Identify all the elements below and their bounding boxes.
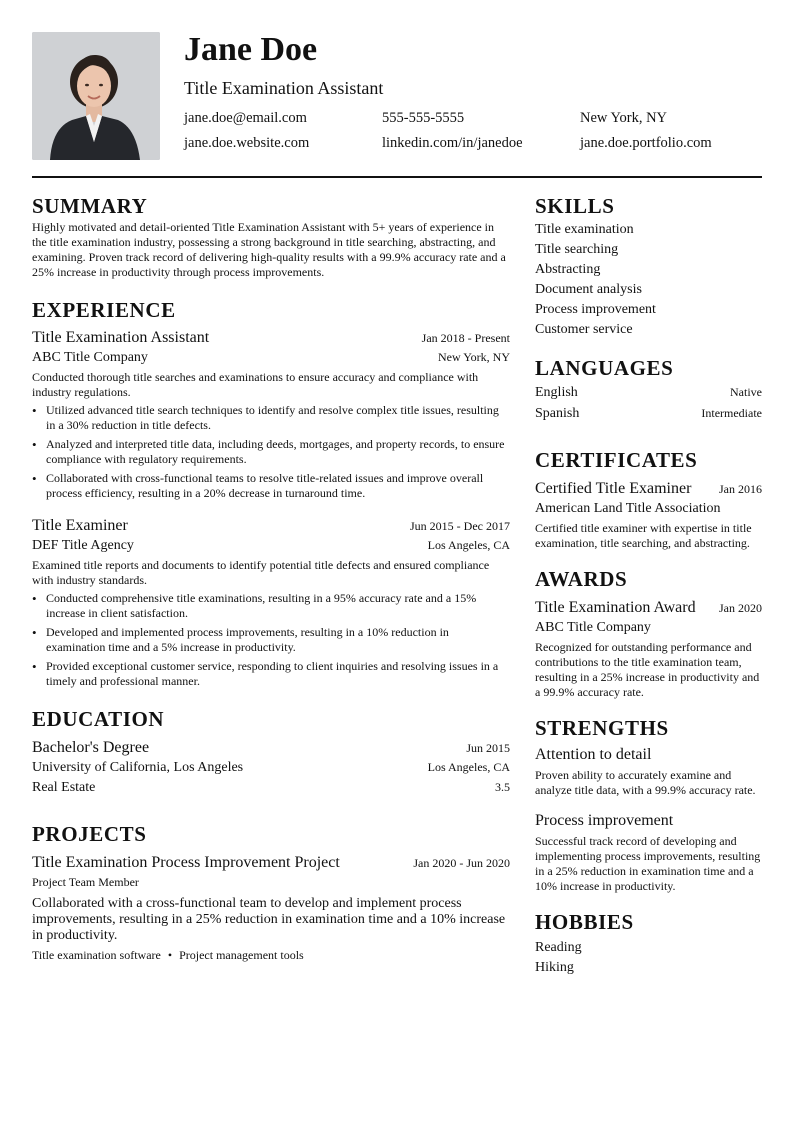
hobby-item: Hiking <box>535 960 574 975</box>
projects-section <box>32 820 510 963</box>
right-column <box>535 192 762 992</box>
skill-item: Title examination <box>535 222 634 237</box>
section-heading: SKILLS <box>535 194 615 218</box>
award-description: Recognized for outstanding performance and contributions to the title examination team, resulting in a 25% increase in productivity and a 99.9% accuracy rate. <box>535 640 760 699</box>
hobbies-section <box>535 908 762 978</box>
skill-item: Process improvement <box>535 302 656 317</box>
job-bullet: • Conducted comprehensive title examinations, resulting in a 95% accuracy rate and a 15% increase in client satisfaction. <box>32 591 510 621</box>
section-heading: EDUCATION <box>32 707 165 731</box>
skill-item: Document analysis <box>535 282 642 297</box>
contact-email[interactable]: jane.doe@email.com <box>184 110 307 126</box>
avatar-portrait-icon <box>32 32 160 160</box>
section-heading: LANGUAGES <box>535 356 674 380</box>
strength-description: Successful track record of developing and implementing process improvements, resulting in a 25% reduction in examination time and a 10% increase in productivity. <box>535 834 761 893</box>
job-role: Title Examiner <box>32 517 128 534</box>
awards-section <box>535 565 762 700</box>
job-entry <box>32 515 510 689</box>
section-heading: PROJECTS <box>32 822 147 846</box>
tool-separator: • <box>167 948 173 962</box>
contact-website[interactable]: jane.doe.website.com <box>184 135 310 151</box>
job-role: Title Examination Assistant <box>32 329 210 346</box>
section-heading: SUMMARY <box>32 194 148 218</box>
project-name: Title Examination Process Improvement Project <box>32 854 340 871</box>
profile-photo <box>32 32 160 160</box>
job-bullet: • Utilized advanced title search techniques to identify and resolve complex title issues, resulting in a 30% reduction in title defects. <box>32 403 510 433</box>
job-description: Conducted thorough title searches and examinations to ensure accuracy and compliance with industry regulations. <box>32 370 479 399</box>
project-tools <box>32 948 510 963</box>
skills-section <box>535 192 762 340</box>
award-issuer: ABC Title Company <box>535 620 651 635</box>
job-location: New York, NY <box>437 350 510 364</box>
project-tool: Project management tools <box>179 948 304 962</box>
certificate-issuer: American Land Title Association <box>535 501 721 516</box>
candidate-title: Title Examination Assistant <box>184 78 384 98</box>
strength-description: Proven ability to accurately examine and analyze title data, with a 99.9% accuracy rate. <box>535 768 756 797</box>
certificate-description: Certified title examiner with expertise in title examination, title searching, and abstracting. <box>535 521 752 550</box>
section-heading: HOBBIES <box>535 910 634 934</box>
summary-section <box>32 192 510 280</box>
experience-section <box>32 296 510 689</box>
job-entry <box>32 327 510 501</box>
education-location: Los Angeles, CA <box>427 760 510 774</box>
education-field: Real Estate <box>32 780 96 795</box>
project-tool: Title examination software <box>32 948 161 962</box>
contact-portfolio[interactable]: jane.doe.portfolio.com <box>580 135 712 151</box>
job-description: Examined title reports and documents to identify potential title defects and ensured compliance with industry standards. <box>32 558 490 587</box>
language-name: English <box>535 385 578 400</box>
project-description: Collaborated with a cross-functional team to develop and implement process improvements, resulting in a 25% reduction in examination time and a 10% increase in productivity. <box>32 896 506 943</box>
section-heading: AWARDS <box>535 567 628 591</box>
language-name: Spanish <box>535 406 580 421</box>
contact-location: New York, NY <box>580 110 668 126</box>
job-bullet: • Provided exceptional customer service, responding to client inquiries and resolving issues in a timely and professional manner. <box>32 659 510 689</box>
candidate-name: Jane Doe <box>184 31 318 68</box>
summary-text: Highly motivated and detail-oriented Title Examination Assistant with 5+ years of experience in the title examination industry, possessing a strong background in title searching, abstracting, and examining. Proven track record of delivering high-quality results with a 99.9% accuracy rate and a 25% increase in productivity through process improvements. <box>32 220 506 279</box>
job-bullets <box>32 591 510 689</box>
job-bullet: • Developed and implemented process improvements, resulting in a 10% reduction in examination time and a 5% increase in productivity. <box>32 625 510 655</box>
contact-linkedin[interactable]: linkedin.com/in/janedoe <box>382 135 523 151</box>
skill-item: Abstracting <box>535 262 601 277</box>
award-date: Jan 2020 <box>719 601 762 615</box>
strengths-section <box>535 714 762 894</box>
languages-section <box>535 354 762 424</box>
section-heading: EXPERIENCE <box>32 298 176 322</box>
education-gpa: 3.5 <box>495 780 510 794</box>
section-heading: CERTIFICATES <box>535 448 698 472</box>
section-heading: STRENGTHS <box>535 716 669 740</box>
language-level: Native <box>730 385 762 399</box>
job-location: Los Angeles, CA <box>427 538 510 552</box>
project-dates: Jan 2020 - Jun 2020 <box>413 856 510 870</box>
left-column <box>32 192 510 977</box>
hobby-item: Reading <box>535 940 582 955</box>
strength-title: Attention to detail <box>535 746 652 763</box>
strength-title: Process improvement <box>535 812 674 829</box>
language-level: Intermediate <box>701 406 762 420</box>
job-company: ABC Title Company <box>32 350 148 365</box>
education-degree: Bachelor's Degree <box>32 739 150 756</box>
job-dates: Jan 2018 - Present <box>421 331 510 345</box>
education-school: University of California, Los Angeles <box>32 760 244 775</box>
job-bullet: • Analyzed and interpreted title data, including deeds, mortgages, and property records, to ensure compliance with regulatory requirements. <box>32 437 510 467</box>
job-dates: Jun 2015 - Dec 2017 <box>410 519 510 533</box>
certificates-section <box>535 446 762 551</box>
contact-info <box>184 109 764 152</box>
certificate-name: Certified Title Examiner <box>535 480 692 497</box>
education-date: Jun 2015 <box>466 741 510 755</box>
certificate-date: Jan 2016 <box>719 482 762 496</box>
skill-item: Title searching <box>535 242 619 257</box>
job-bullet: • Collaborated with cross-functional teams to resolve title-related issues and improve overall process efficiency, resulting in a 20% decrease in turnaround time. <box>32 471 510 501</box>
project-role: Project Team Member <box>32 875 139 889</box>
award-name: Title Examination Award <box>535 599 696 616</box>
language-item <box>535 403 762 424</box>
skill-item: Customer service <box>535 322 633 337</box>
language-item <box>535 382 762 403</box>
header-divider <box>32 176 762 178</box>
contact-phone[interactable]: 555-555-5555 <box>382 110 465 126</box>
job-company: DEF Title Agency <box>32 538 134 553</box>
job-bullets <box>32 403 510 501</box>
education-section <box>32 705 510 798</box>
